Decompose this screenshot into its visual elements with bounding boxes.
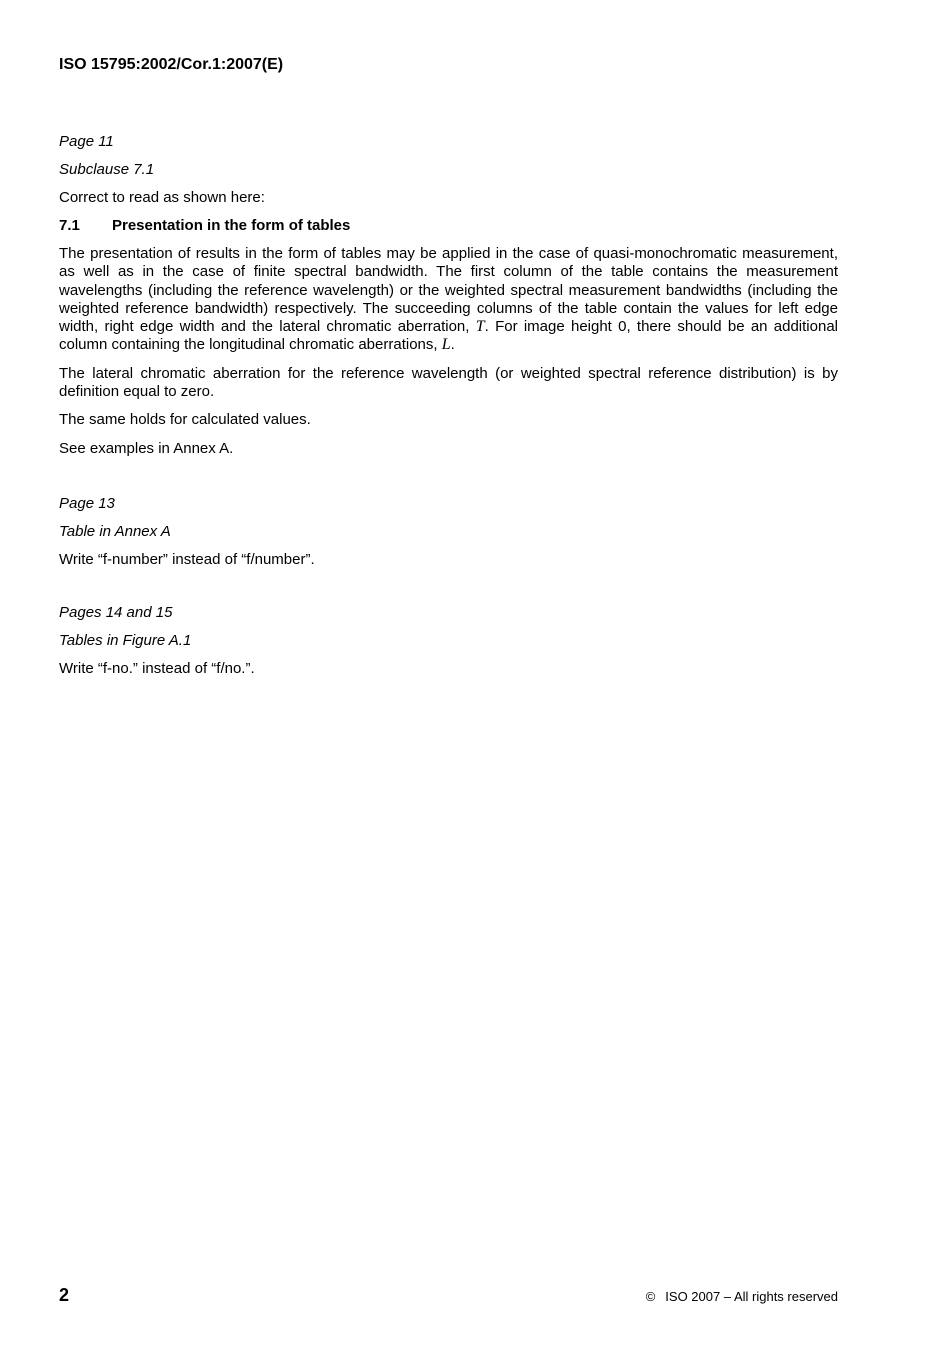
document-header: ISO 15795:2002/Cor.1:2007(E) [59,56,284,73]
clause-paragraph: The same holds for calculated values. [59,411,311,429]
paragraph-text: . [450,336,455,354]
copyright-icon: © [645,1289,656,1304]
page-content [59,133,838,688]
correction-instruction: Correct to read as shown here: [59,189,265,206]
clause-paragraph [59,245,838,355]
clause-heading [59,217,838,235]
page-reference: Pages 14 and 15 [59,603,173,621]
variable-symbol: T [475,318,485,336]
clause-title: Presentation in the form of tables [112,217,351,234]
page-reference: Page 13 [59,494,115,512]
copyright-text: ISO 2007 – All rights reserved [665,1289,838,1304]
paragraph-text: . For image height 0, there should be an additional column containing the longitudinal chromatic aberrations, [59,318,838,354]
location-reference: Table in Annex A [59,522,171,540]
clause-paragraph: See examples in Annex A. [59,439,234,457]
clause-number: 7.1 [59,217,80,234]
paragraph-text: The presentation of results in the form of tables may be applied in the case of quasi-monochromatic measurement, as well as in the case of finite spectral bandwidth. The first column of the table contains the measurement wavelengths (including the reference wavelength) or the weighted spectral measurement bandwidths (including the weighted reference bandwidth) respectively. The succeeding columns of the table contain the values for left edge width, right edge width and the lateral chromatic aberration, [59,245,838,336]
copyright-notice [646,1289,838,1304]
section-spacer [59,468,838,495]
page-number: 2 [59,1285,70,1305]
page-reference: Page 11 [59,133,114,150]
section-spacer [59,579,838,604]
location-reference: Tables in Figure A.1 [59,631,192,649]
correction-instruction: Write “f-number” instead of “f/number”. [59,550,315,568]
location-reference: Subclause 7.1 [59,161,155,178]
variable-symbol: L [441,336,451,354]
correction-instruction: Write “f-no.” instead of “f/no.”. [59,659,255,677]
clause-paragraph: The lateral chromatic aberration for the reference wavelength (or weighted spectral reference distribution) is by definition equal to zero. [59,364,838,401]
